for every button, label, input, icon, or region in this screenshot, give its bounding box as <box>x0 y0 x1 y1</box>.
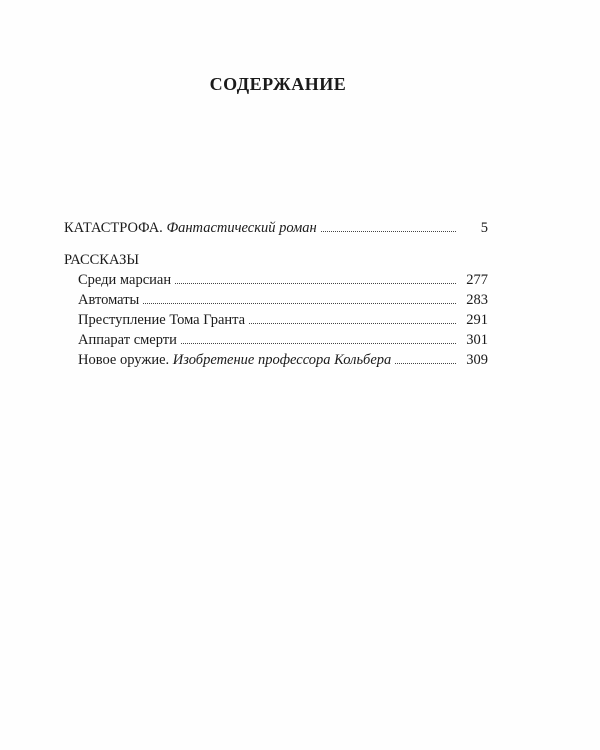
toc-entry <box>64 332 488 352</box>
toc-entry-label <box>64 352 391 369</box>
toc-page-number: 301 <box>466 332 488 348</box>
toc-entry-title: КАТАСТРОФА. <box>64 220 163 236</box>
table-of-contents <box>64 220 488 372</box>
section-heading: РАССКАЗЫ <box>64 252 139 268</box>
toc-entry-label <box>64 332 177 349</box>
dot-leader <box>321 231 456 232</box>
page-title: СОДЕРЖАНИЕ <box>209 74 347 94</box>
dot-leader <box>181 343 456 344</box>
toc-entry-title: Аппарат смерти <box>78 332 177 348</box>
toc-entry-subtitle: Изобретение профессора Кольбера <box>172 352 392 368</box>
toc-page-number: 291 <box>466 312 488 328</box>
dot-leader <box>175 283 456 284</box>
toc-entry-title: Среди марсиан <box>78 272 172 288</box>
toc-entry <box>64 312 488 332</box>
toc-entry-title: Новое оружие. <box>78 352 170 368</box>
dot-leader <box>249 323 456 324</box>
toc-entry-label <box>64 312 245 329</box>
toc-entry <box>64 272 488 292</box>
toc-entry-title: Автоматы <box>78 292 140 308</box>
toc-page-number: 283 <box>466 292 488 308</box>
toc-page-number: 309 <box>466 352 488 368</box>
toc-entry <box>64 292 488 312</box>
toc-entry-label <box>64 272 171 289</box>
dot-leader <box>143 303 456 304</box>
toc-page-number: 5 <box>480 220 488 236</box>
toc-entry <box>64 352 488 372</box>
toc-entry-label <box>64 220 317 237</box>
dot-leader <box>395 363 456 364</box>
toc-entry-label <box>64 292 139 309</box>
toc-entry-title: Преступление Тома Гранта <box>78 312 246 328</box>
toc-entry-subtitle: Фантастический роман <box>166 220 317 236</box>
toc-entry-main <box>64 220 488 240</box>
toc-page-number: 277 <box>466 272 488 288</box>
